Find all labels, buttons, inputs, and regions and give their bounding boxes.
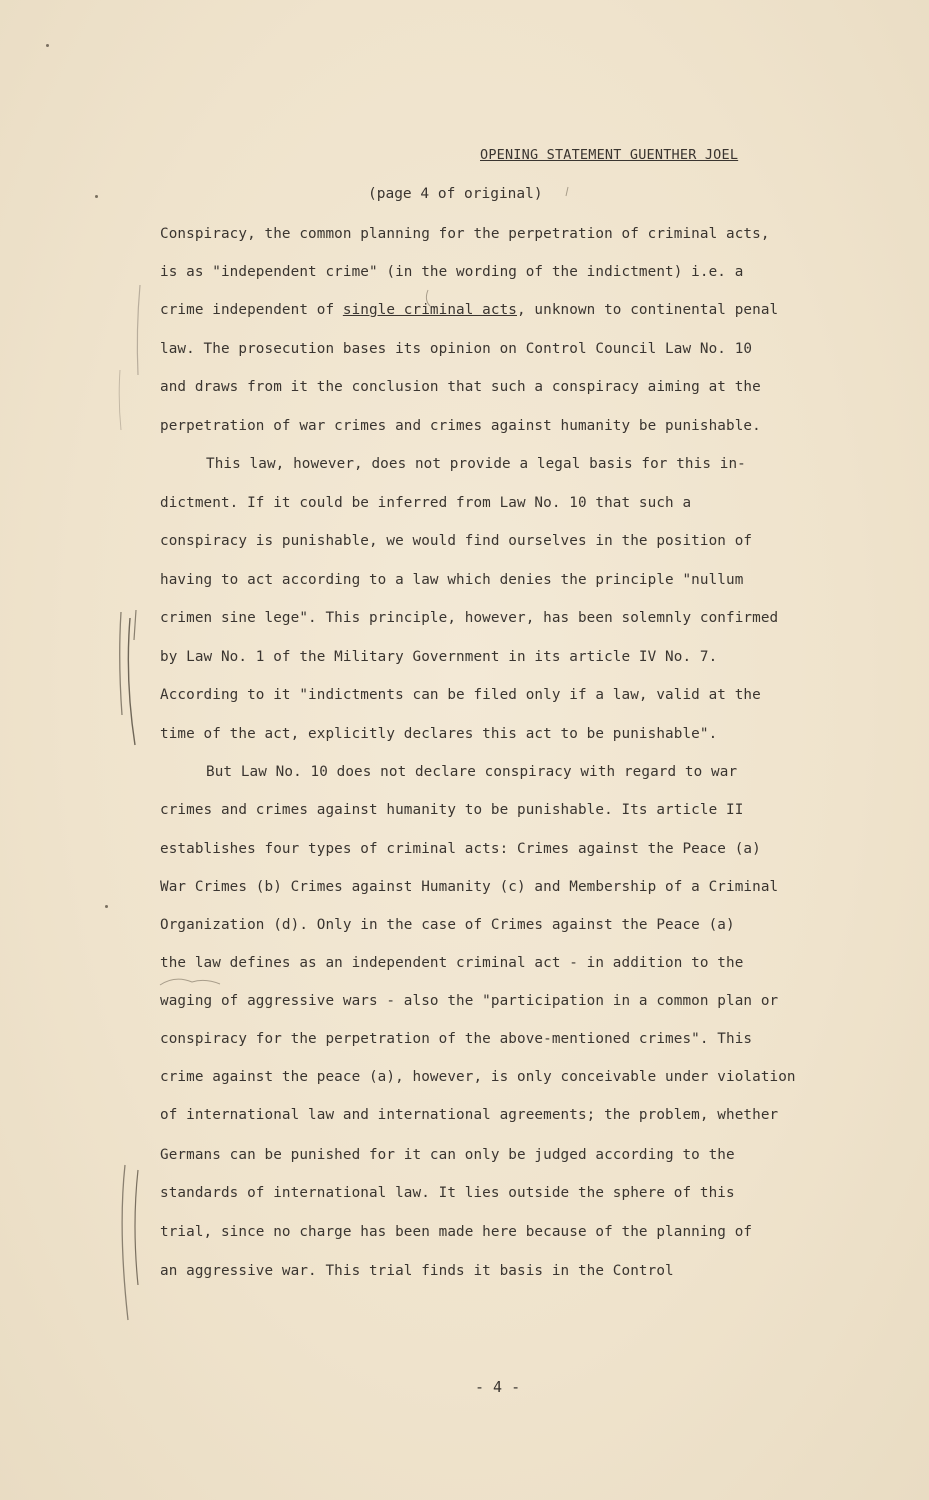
text-line: of international law and international agreements; the problem, whether xyxy=(160,1107,779,1123)
margin-mark xyxy=(137,285,140,375)
underlined-phrase: single criminal acts xyxy=(342,302,518,318)
text-line: Conspiracy, the common planning for the perpetration of criminal acts, xyxy=(160,226,770,242)
paper-speck xyxy=(46,44,49,47)
text-line: But Law No. 10 does not declare conspiracy with regard to war xyxy=(206,764,738,780)
text-line: perpetration of war crimes and crimes against humanity be punishable. xyxy=(160,418,761,434)
text-line: waging of aggressive wars - also the "participation in a common plan or xyxy=(160,993,779,1009)
document-heading: OPENING STATEMENT GUENTHER JOEL xyxy=(480,147,739,163)
margin-mark xyxy=(135,1170,138,1285)
text-line: law. The prosecution bases its opinion on Control Council Law No. 10 xyxy=(160,341,753,357)
text-line: an aggressive war. This trial finds it basis in the Control xyxy=(160,1263,674,1279)
paper-speck xyxy=(95,195,98,198)
text-line: This law, however, does not provide a legal basis for this in- xyxy=(206,456,746,472)
text-line: crimen sine lege". This principle, however, has been solemnly confirmed xyxy=(160,610,779,626)
text-line: dictment. If it could be inferred from Law No. 10 that such a xyxy=(160,495,692,511)
margin-mark xyxy=(119,370,121,430)
text-segment: crime independent of xyxy=(160,302,343,318)
margin-mark xyxy=(122,1165,128,1320)
text-line: conspiracy is punishable, we would find ourselves in the position of xyxy=(160,533,753,549)
text-line: is as "independent crime" (in the wording of the indictment) i.e. a xyxy=(160,264,744,280)
text-line: conspiracy for the perpetration of the above-mentioned crimes". This xyxy=(160,1031,753,1047)
text-line: crimes and crimes against humanity to be punishable. Its article II xyxy=(160,802,744,818)
text-line: by Law No. 1 of the Military Government in its article IV No. 7. xyxy=(160,649,718,665)
text-line: War Crimes (b) Crimes against Humanity (c) and Membership of a Criminal xyxy=(160,879,779,895)
text-line: Organization (d). Only in the case of Crimes against the Peace (a) xyxy=(160,917,735,933)
margin-mark xyxy=(134,610,136,640)
margin-mark xyxy=(426,290,430,306)
margin-mark xyxy=(120,612,122,715)
text-line: and draws from it the conclusion that such a conspiracy aiming at the xyxy=(160,379,761,395)
page-number: - 4 - xyxy=(475,1378,521,1396)
text-line: According to it "indictments can be filed only if a law, valid at the xyxy=(160,687,761,703)
text-segment: , unknown to continental penal xyxy=(517,302,779,318)
text-line: Germans can be punished for it can only be judged according to the xyxy=(160,1147,735,1163)
text-line: establishes four types of criminal acts: Crimes against the Peace (a) xyxy=(160,841,761,857)
paper-speck xyxy=(105,905,108,908)
text-line: trial, since no charge has been made here because of the planning of xyxy=(160,1224,753,1240)
text-line: standards of international law. It lies outside the sphere of this xyxy=(160,1185,735,1201)
text-line: the law defines as an independent criminal act - in addition to the xyxy=(160,955,744,971)
page-reference: (page 4 of original) xyxy=(368,186,543,202)
margin-mark xyxy=(566,187,568,196)
margin-mark xyxy=(160,979,220,985)
text-line: crime against the peace (a), however, is only conceivable under violation xyxy=(160,1069,796,1085)
text-line: having to act according to a law which denies the principle "nullum xyxy=(160,572,744,588)
text-line: time of the act, explicitly declares this act to be punishable". xyxy=(160,726,718,742)
